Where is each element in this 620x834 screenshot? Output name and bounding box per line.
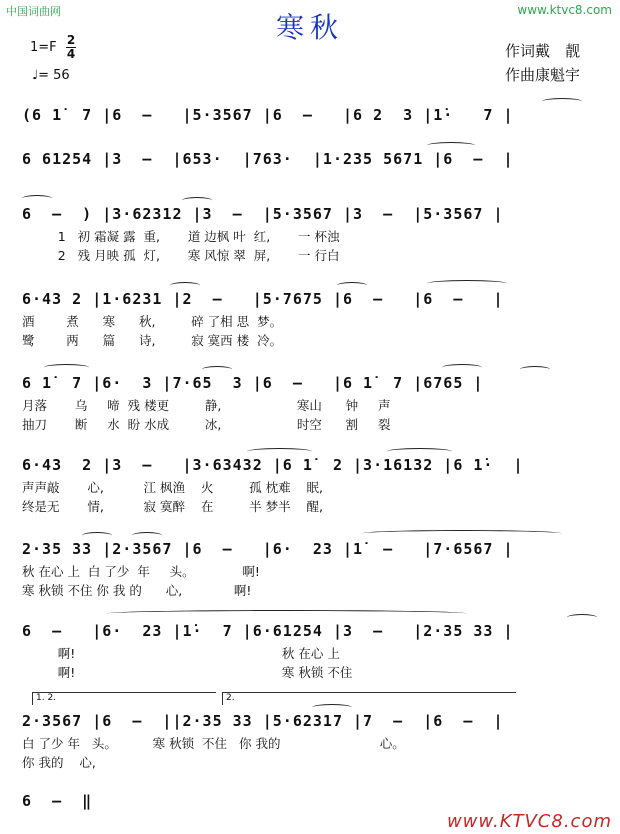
lyrics-verse-2: 啊! 寒 秋锁 不住 — [22, 665, 353, 680]
lyrics-verse-2: 2 残 月映 孤 灯, 寒 风惊 翠 屏, 一 行白 — [22, 248, 340, 263]
lyrics-verse-1: 月落 乌 啼 残 楼更 静, 寒山 钟 声 — [22, 398, 391, 413]
lyrics-verse-2: 鹭 两 篇 诗, 寂 寞西 楼 冷。 — [22, 333, 283, 348]
lyrics-verse-2: 寒 秋锁 不住 你 我 的 心, 啊! — [22, 583, 252, 598]
lyrics-verse-2: 你 我的 心, — [22, 755, 96, 770]
time-signature — [66, 34, 76, 60]
lyrics-verse-1: 酒 煮 寒 秋, 碎 了相 思 梦。 — [22, 314, 283, 329]
lyrics-verse-2: 终是无 情, 寂 寞醉 在 半 梦半 醒, — [22, 499, 323, 514]
notation: 6 — ‖ — [22, 792, 93, 810]
lyrics-verse-2: 抽刀 断 水 盼 水成 冰, 时空 割 裂 — [22, 417, 391, 432]
time-signature-top: 2 — [66, 33, 76, 47]
tempo-marking: ♩= 56 — [32, 68, 70, 83]
notation: 6·43 2 |3 — |3·63432 |6 1̇ 2 |3·16132 |6 1̇· | — [22, 456, 524, 474]
notation: 2·3567 |6 — ||2·35 33 |5·62317 |7 — |6 — | — [22, 712, 504, 730]
lyrics-verse-1: 啊! 秋 在心 上 — [22, 646, 340, 661]
lyrics-verse-1: 声声敲 心, 江 枫渔 火 孤 枕难 眠, — [22, 480, 323, 495]
key-signature: 1=F — [30, 40, 57, 55]
volta-bracket-1: 1. 2. — [32, 692, 216, 705]
notation: 6 61254 |3 — |653· |763· |1·235 5671 |6 — | — [22, 150, 514, 168]
notation: (6 1̇ 7 |6 — |5·3567 |6 — |6 2 3 |1̇· 7 | — [22, 106, 514, 124]
notation: 2·35 33 |2·3567 |6 — |6· 23 |1̇ — |7·6567 | — [22, 540, 514, 558]
volta-bracket-2: 2. — [222, 692, 516, 705]
lyricist-credit: 作词戴 靓 — [505, 42, 581, 60]
time-signature-bottom: 4 — [66, 47, 76, 61]
watermark-top-left: 中国词曲网 — [6, 5, 61, 18]
notation: 6 — ) |3·62312 |3 — |5·3567 |3 — |5·3567 | — [22, 205, 504, 223]
notation: 6·43 2 |1·6231 |2 — |5·7675 |6 — |6 — | — [22, 290, 504, 308]
watermark-top-right: www.ktvc8.com — [517, 3, 612, 17]
song-title: 寒秋 — [275, 11, 344, 44]
lyrics-verse-1: 1 初 霜凝 露 重, 道 边枫 叶 红, 一 杯浊 — [22, 229, 340, 244]
watermark-bottom-right: www.KTVC8.com — [446, 811, 612, 832]
notation: 6 1̇ 7 |6· 3 |7·65 3 |6 — |6 1̇ 7 |6765 | — [22, 374, 484, 392]
notation: 6 — |6· 23 |1̇· 7 |6·61254 |3 — |2·35 33 | — [22, 622, 514, 640]
composer-credit: 作曲康魁宇 — [505, 66, 581, 84]
lyrics-verse-1: 秋 在心 上 白 了少 年 头。 啊! — [22, 564, 260, 579]
lyrics-verse-1: 白 了少 年 头。 寒 秋锁 不住 你 我的 心。 — [22, 736, 405, 751]
